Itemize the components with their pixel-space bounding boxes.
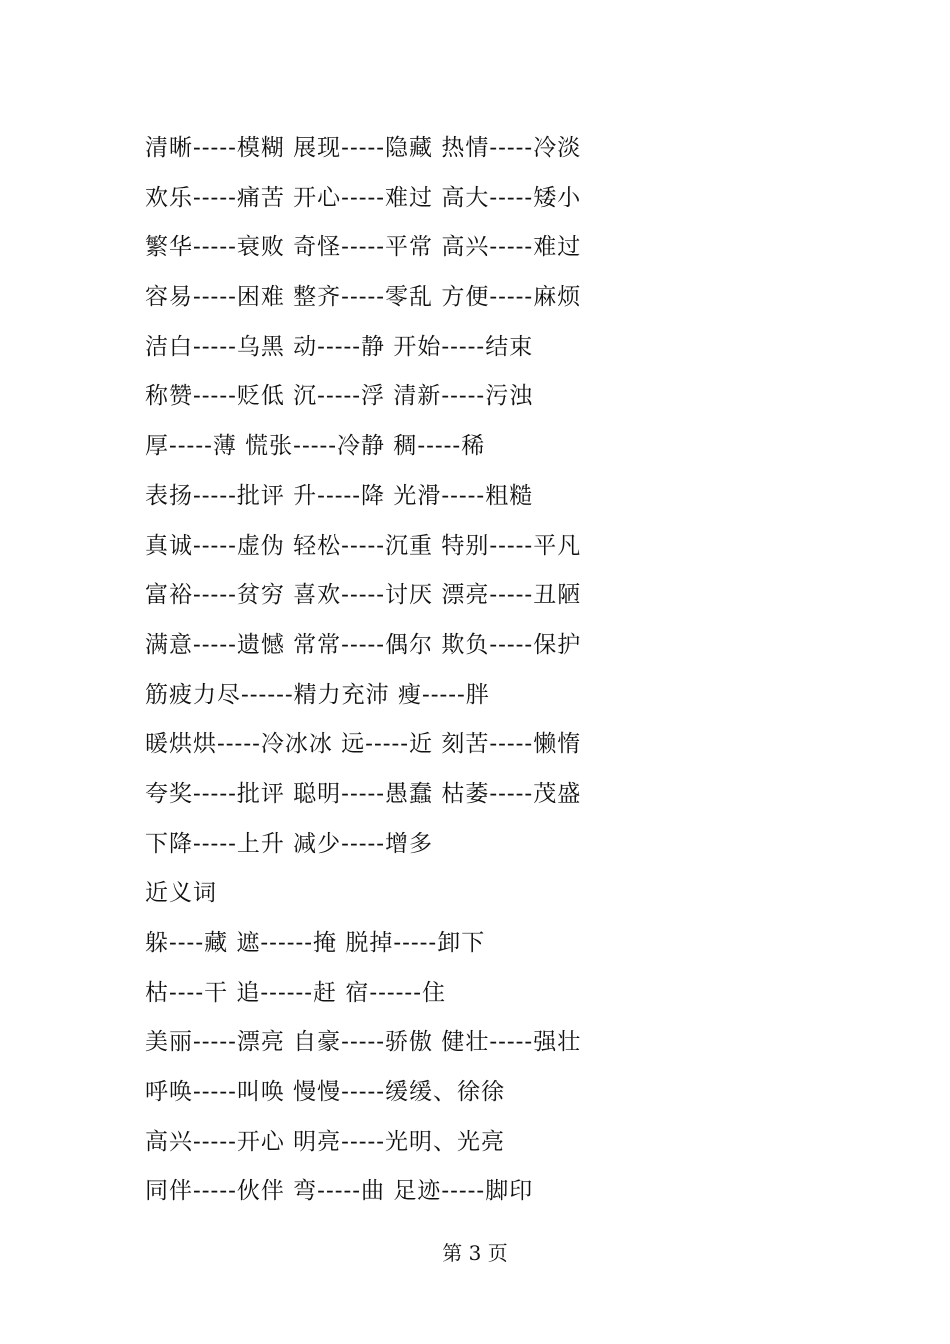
section-heading: 近义词: [145, 880, 217, 907]
text-line: 下降-----上升 减少-----增多: [145, 830, 434, 857]
text-line: 枯----干 追------赶 宿------住: [145, 979, 446, 1006]
text-line: 高兴-----开心 明亮-----光明、光亮: [145, 1128, 506, 1155]
text-line: 表扬-----批评 升-----降 光滑-----粗糙: [145, 482, 534, 509]
text-line: 清晰-----模糊 展现-----隐藏 热情-----冷淡: [145, 135, 582, 161]
text-line: 躲----藏 遮------掩 脱掉-----卸下: [145, 930, 486, 956]
text-line: 容易-----困难 整齐-----零乱 方便-----麻烦: [145, 284, 582, 311]
text-line: 夸奖-----批评 聪明-----愚蠢 枯萎-----茂盛: [145, 780, 582, 807]
text-line: 呼唤-----叫唤 慢慢-----缓缓、徐徐: [145, 1079, 506, 1106]
text-line: 称赞-----贬低 沉-----浮 清新-----污浊: [145, 383, 534, 410]
page-number: 第 3 页: [442, 1241, 508, 1265]
word-pair-list: [145, 128, 825, 1221]
text-line: 同伴-----伙伴 弯-----曲 足迹-----脚印: [145, 1178, 534, 1205]
text-line: 厚-----薄 慌张-----冷静 稠-----稀: [145, 433, 486, 460]
text-line: 洁白-----乌黑 动-----静 开始-----结束: [145, 333, 534, 360]
text-line: 美丽-----漂亮 自豪-----骄傲 健壮-----强壮: [145, 1029, 582, 1056]
text-line: 富裕-----贫穷 喜欢-----讨厌 漂亮-----丑陋: [145, 582, 582, 609]
text-line: 真诚-----虚伪 轻松-----沉重 特别-----平凡: [145, 532, 582, 559]
text-line: 满意-----遗憾 常常-----偶尔 欺负-----保护: [145, 631, 582, 658]
text-line: 繁华-----衰败 奇怪-----平常 高兴-----难过: [145, 234, 582, 261]
text-line: 筋疲力尽------精力充沛 瘦-----胖: [145, 681, 490, 708]
text-line: 暖烘烘-----冷冰冰 远-----近 刻苦-----懒惰: [145, 731, 582, 758]
text-line: 欢乐-----痛苦 开心-----难过 高大-----矮小: [145, 184, 582, 211]
